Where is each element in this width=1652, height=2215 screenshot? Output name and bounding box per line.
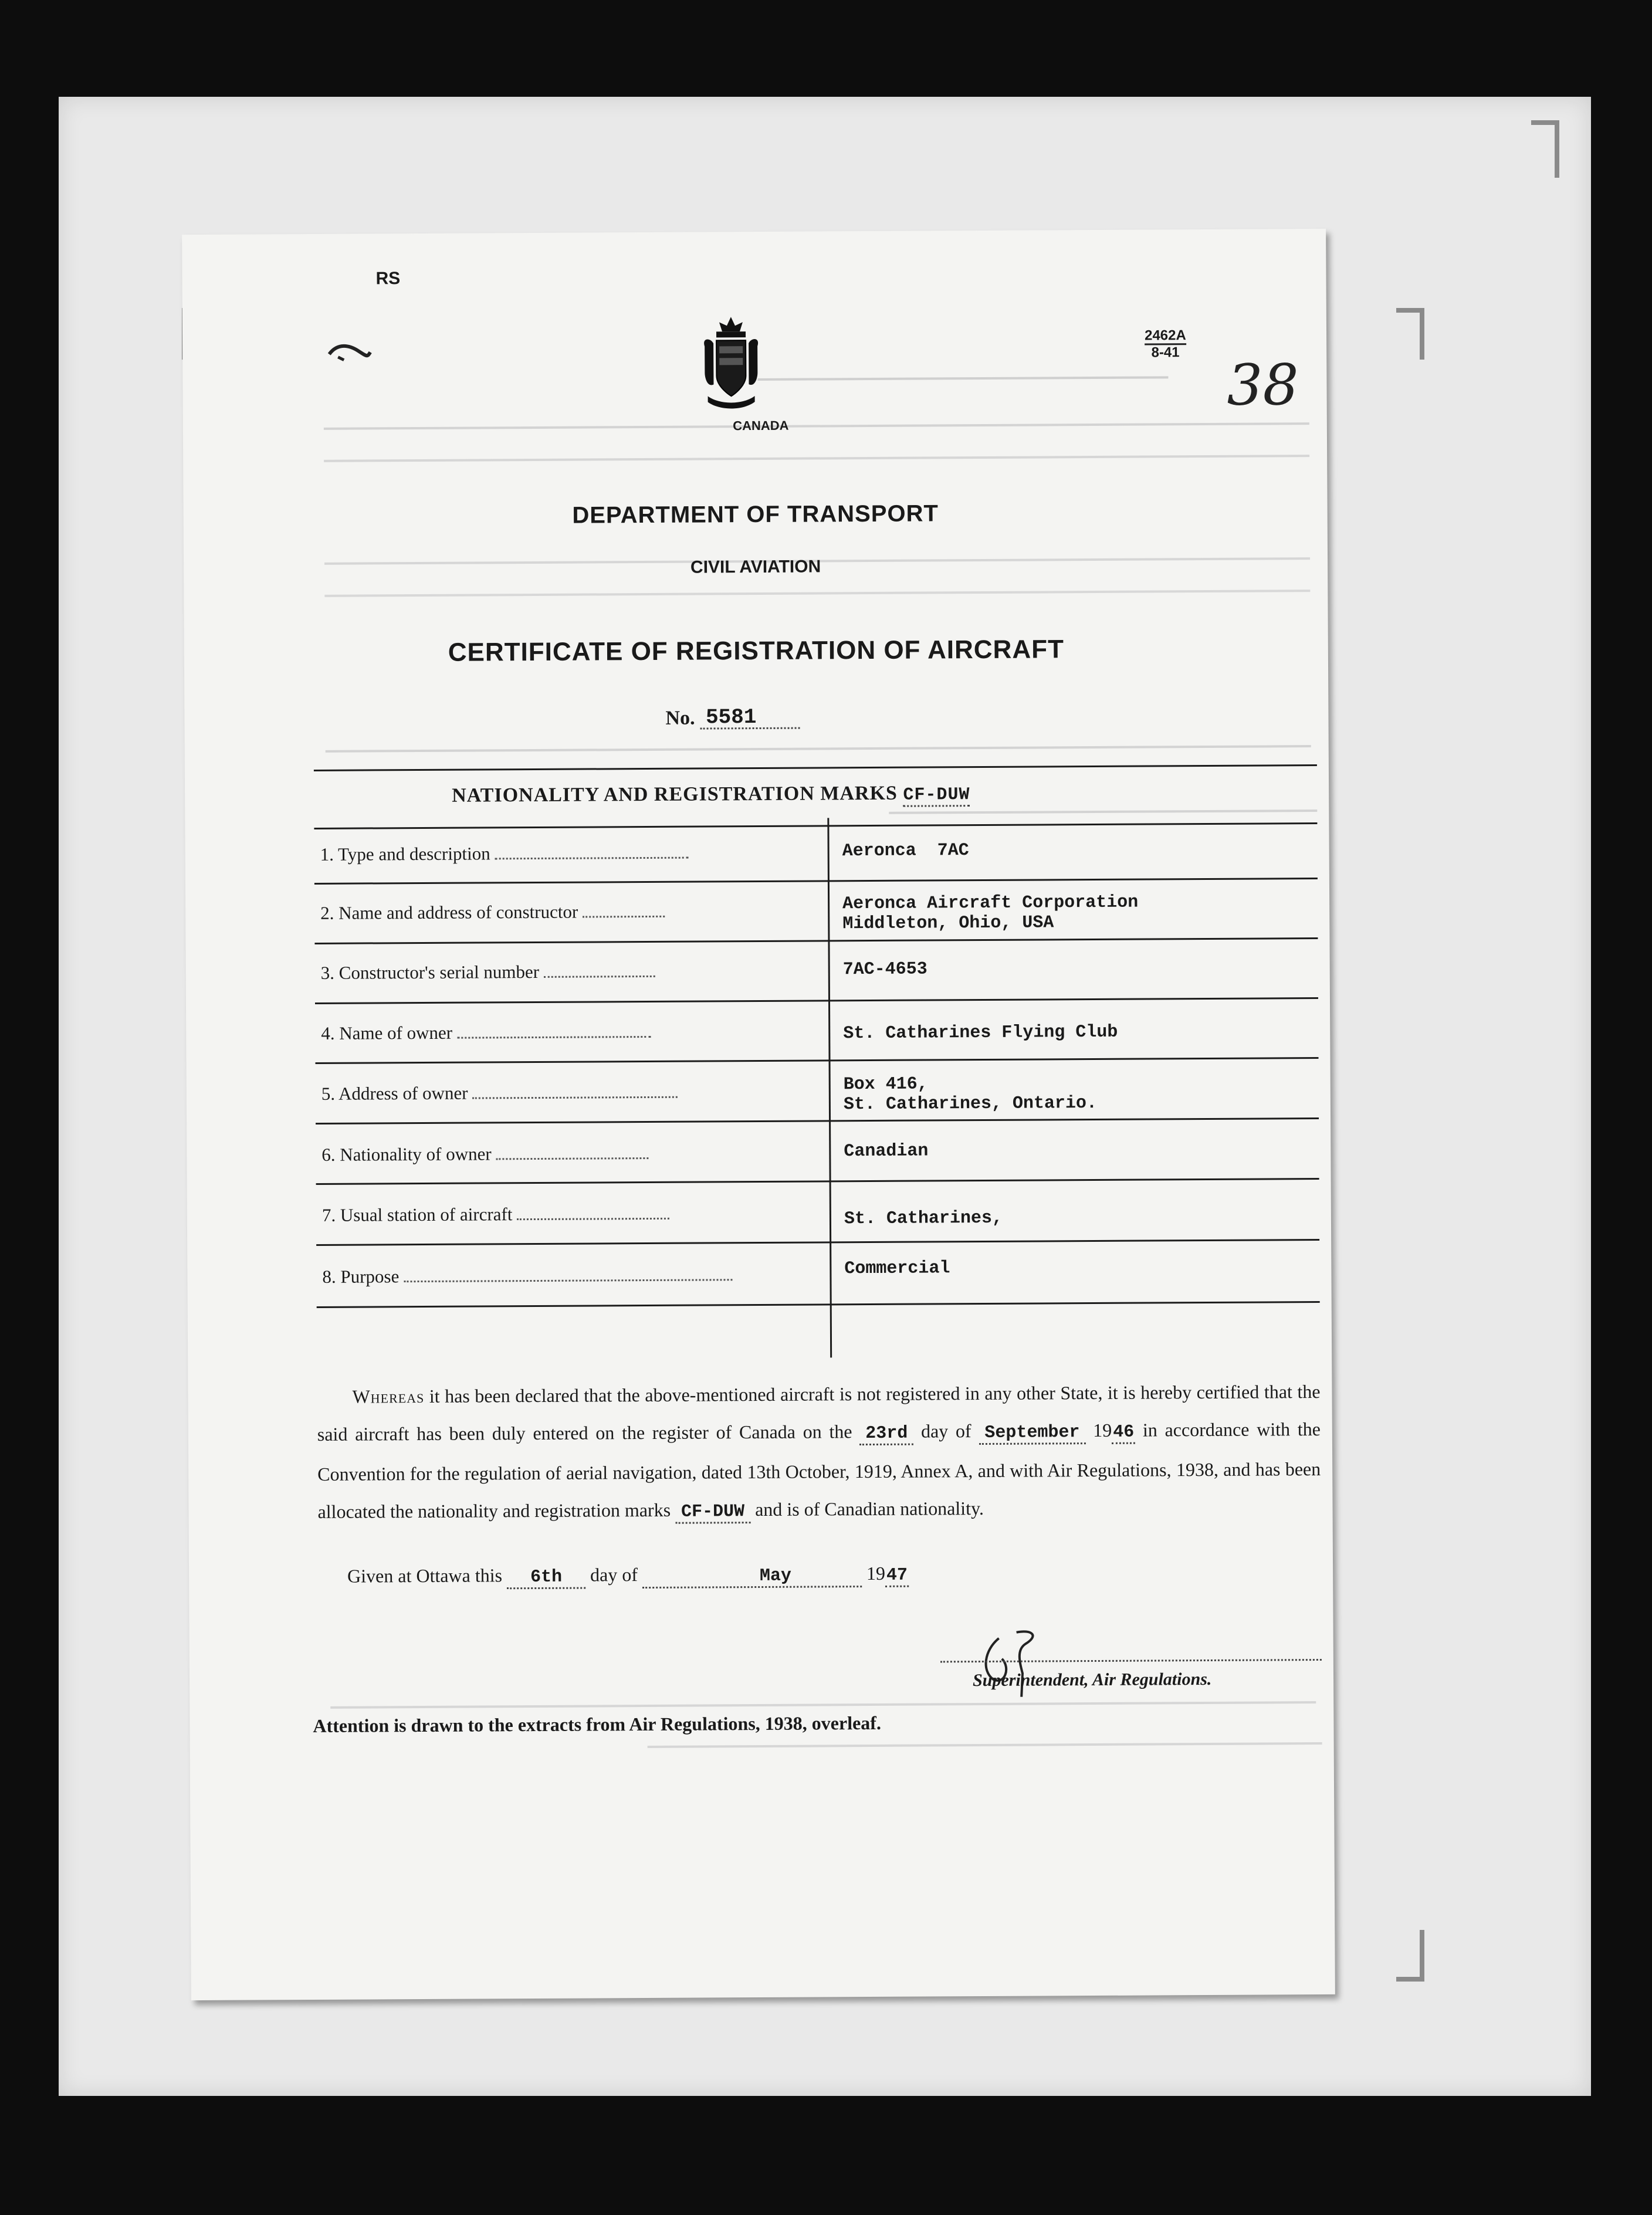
declaration-text-5: and is of Canadian nationality. [755,1497,984,1520]
particulars-row-station [316,1200,1319,1230]
row-value: Commercial [844,1258,950,1279]
signatory-title: Superintendent, Air Regulations. [972,1669,1212,1691]
row-line [314,937,1318,944]
particulars-row-owner-address [316,1074,1319,1115]
given-year: 47 [885,1566,909,1587]
declaration-marks: CF-DUW [675,1502,750,1524]
declaration-text-2: day of [920,1420,971,1442]
particulars-row-type [314,839,1318,865]
certificate-number [665,707,800,730]
declaration-text-4: in accordance with the Convention for the regulation of aerial navigation, dated 13th October, 1919, Annex A, and with Air Regulations, 1938, and has been allocated the nationality and registration marks [317,1418,1321,1522]
particulars-top-line [314,822,1317,829]
row-label: 7. Usual station of aircraft [322,1203,669,1226]
entry-month: September [979,1423,1085,1445]
declaration-whereas: Whereas [352,1385,425,1407]
row-line [316,1239,1319,1246]
particulars-row-serial [315,957,1318,983]
registration-marks-label: NATIONALITY AND REGISTRATION MARKS [452,782,898,807]
declaration-text-3: 19 [1093,1419,1112,1441]
declaration-paragraph [317,1373,1321,1533]
form-number [1145,328,1186,360]
row-line [316,1057,1319,1064]
row-value: St. Catharines, [844,1208,1003,1230]
crop-mark-top-right [1396,308,1424,360]
entry-year: 46 [1112,1423,1135,1444]
row-value: Aeronca Aircraft Corporation Middleton, Ohio, USA [842,892,1139,934]
row-line [317,1301,1320,1308]
row-value: St. Catharines Flying Club [843,1022,1118,1044]
row-line [316,1117,1319,1125]
given-month: May [642,1566,862,1589]
row-label: 4. Name of owner [321,1021,651,1044]
row-label: 2. Name and address of constructor [320,901,665,924]
particulars-column-divider [827,818,832,1357]
row-value: Box 416, St. Catharines, Ontario. [843,1074,1098,1115]
particulars-row-purpose [316,1258,1319,1287]
entry-day: 23rd [859,1424,913,1445]
coat-of-arms-icon [699,314,764,414]
row-value: Aeronca 7AC [842,841,969,862]
division-title: CIVIL AVIATION [690,557,821,577]
form-edition: 8-41 [1145,343,1186,360]
given-day: 6th [507,1567,585,1590]
row-line [314,878,1318,885]
certificate-number-value: 5581 [705,705,757,730]
crop-mark-bottom-right [1396,1930,1424,1982]
row-line [316,1178,1319,1185]
row-label: 3. Constructor's serial number [321,961,655,984]
office-code: RS [375,269,401,289]
given-prefix: Given at Ottawa this [347,1564,503,1587]
row-value: 7AC-4653 [842,959,927,980]
country-name: CANADA [733,418,789,433]
certificate-title: CERTIFICATE OF REGISTRATION OF AIRCRAFT [448,635,1065,667]
crop-mark-outer-top-right [1531,120,1559,178]
given-at-line [347,1563,909,1589]
certificate-document [182,229,1335,2000]
row-label: 6. Nationality of owner [321,1143,648,1166]
particulars-row-nationality [316,1139,1319,1165]
given-day-of: day of [590,1564,638,1586]
ink-mark-icon [326,339,373,363]
handwritten-page-number: 38 [1227,352,1299,418]
signature-scribble-icon [976,1626,1058,1703]
declaration-text-1: it has been declared that the above-mentioned aircraft is not registered in any other State, it is hereby certified that the said aircraft has been duly entered on the register of Canada on the [317,1380,1321,1445]
form-number-code: 2462A [1144,327,1186,344]
row-label: 8. Purpose [322,1264,732,1288]
given-year-prefix: 19 [866,1562,886,1584]
row-value: Canadian [844,1141,929,1162]
registration-marks-value: CF-DUW [903,785,970,807]
department-title: DEPARTMENT OF TRANSPORT [572,500,939,529]
section-divider [314,764,1317,771]
particulars-row-owner [315,1018,1318,1044]
particulars-row-constructor [314,892,1318,934]
attention-note: Attention is drawn to the extracts from Air Regulations, 1938, overleaf. [313,1712,881,1736]
row-label: 1. Type and description [320,842,689,865]
registration-marks-heading [452,782,970,808]
row-line [315,997,1318,1004]
certificate-number-label: No. [665,707,695,729]
row-label: 5. Address of owner [321,1082,678,1105]
